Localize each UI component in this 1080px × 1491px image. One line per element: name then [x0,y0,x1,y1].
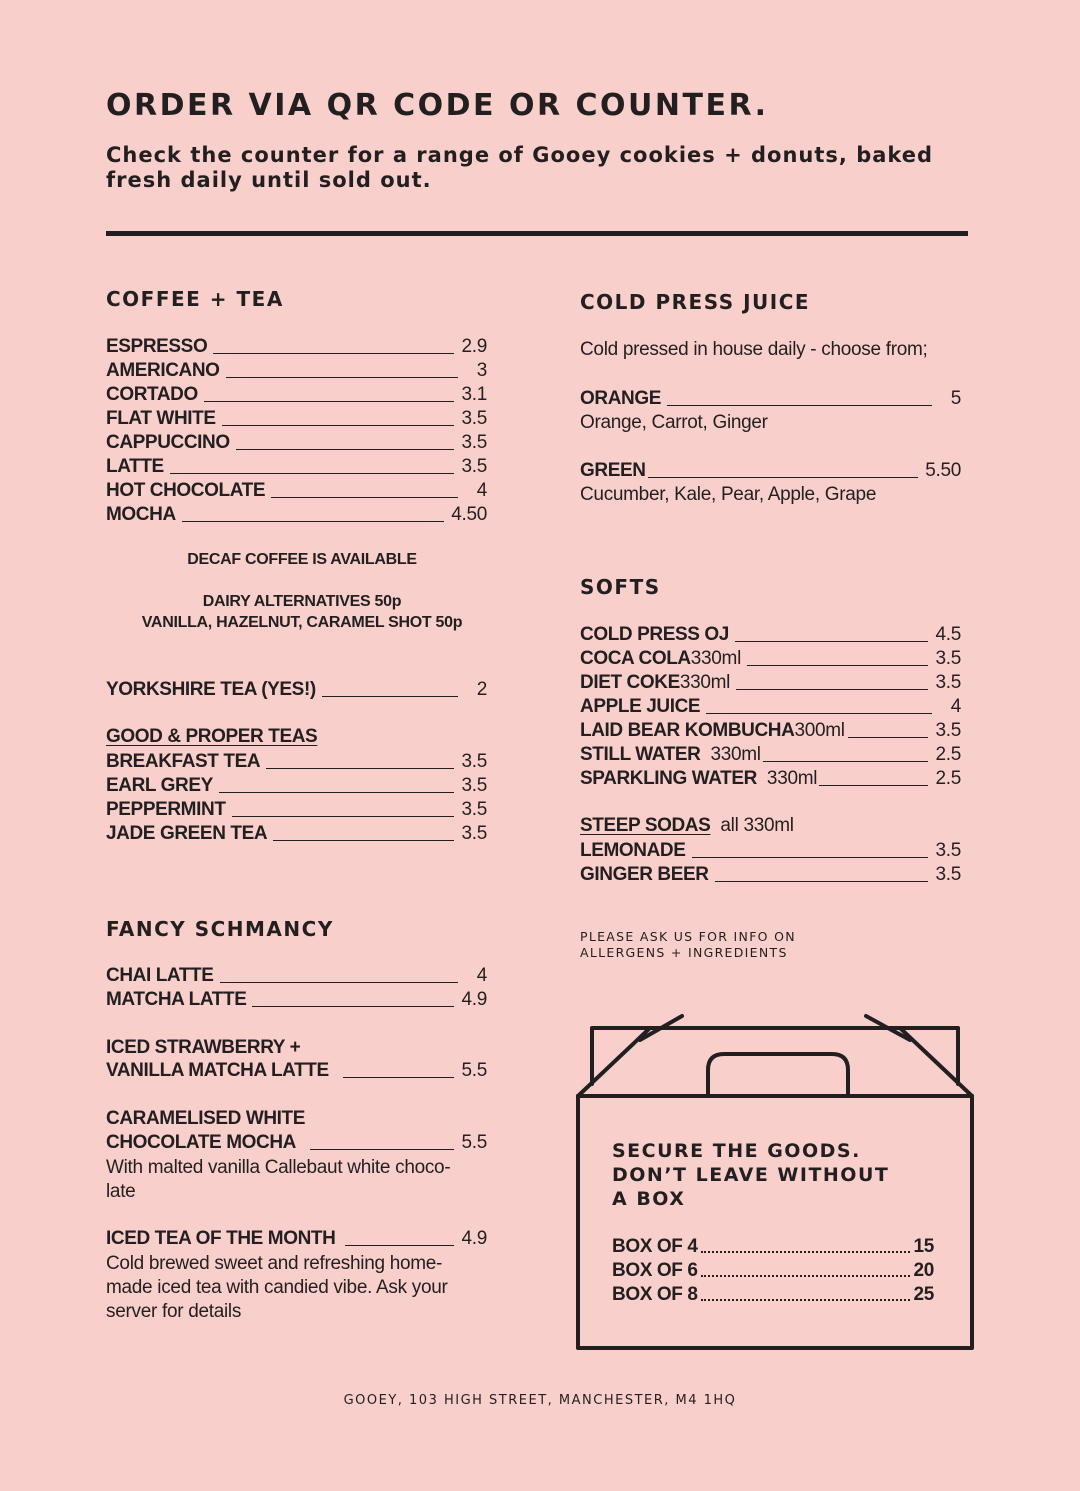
item-price: 5.5 [461,1060,487,1081]
leader-dots [701,1299,910,1301]
section-title-coffee-tea: COFFEE + TEA [106,287,284,311]
leader-line [252,1006,454,1007]
item-description: Cucumber, Kale, Pear, Apple, Grape [580,484,877,505]
iced-strawberry-matcha [106,1058,487,1082]
item-name: STILL WATER [580,744,701,765]
menu-item [580,766,961,790]
leader-line [213,353,454,354]
box-option [612,1234,934,1258]
item-name: EARL GREY [106,775,213,796]
juice-orange [580,386,961,410]
item-name: CHAI LATTE [106,965,214,986]
page-headline: ORDER VIA QR CODE OR COUNTER. [106,88,769,123]
dairy-note: DAIRY ALTERNATIVES 50p [202,593,402,610]
box-option-price: 20 [913,1260,934,1281]
menu-item [106,797,487,821]
menu-item [580,742,961,766]
item-name: COLD PRESS OJ [580,624,729,645]
item-name: CORTADO [106,384,198,405]
item-name: PEPPERMINT [106,799,226,820]
item-price: 4.9 [461,989,487,1010]
item-description: With malted vanilla Callebaut white choco- [106,1157,451,1178]
box-heading-line: A BOX [612,1188,686,1210]
box-front-panel [578,1096,972,1348]
menu-item [106,478,487,502]
item-name: CAPPUCCINO [106,432,230,453]
teas-subtitle: GOOD & PROPER TEAS [106,726,318,747]
menu-item [580,670,961,694]
leader-line [170,473,455,474]
item-description: late [106,1181,136,1202]
item-name: DIET COKE [580,672,680,693]
item-name-line1: CARAMELISED WHITE [106,1108,306,1129]
coffee-list [106,334,487,526]
item-name: MOCHA [106,504,176,525]
item-price: 5.50 [925,460,961,481]
menu-item [106,454,487,478]
item-description: server for details [106,1301,242,1322]
menu-item [106,1130,487,1154]
box-option-price: 15 [913,1236,934,1257]
decaf-note: DECAF COFFEE IS AVAILABLE [187,551,417,568]
caramelised-mocha [106,1130,487,1154]
item-name: GINGER BEER [580,864,709,885]
yorkshire-tea [106,677,487,701]
shot-note: VANILLA, HAZELNUT, CARAMEL SHOT 50p [141,614,463,631]
item-price: 2.9 [461,336,487,357]
item-price: 3.5 [461,751,487,772]
item-name: ICED TEA OF THE MONTH [106,1228,336,1249]
footer-address: GOOEY, 103 HIGH STREET, MANCHESTER, M4 1HQ [343,1393,737,1408]
item-name: APPLE JUICE [580,696,701,717]
leader-line [736,689,928,690]
item-description: Orange, Carrot, Ginger [580,412,768,433]
menu-item [106,1226,487,1250]
item-volume: 330ml [679,672,731,693]
item-name: SPARKLING WATER [580,768,757,789]
box-option-name: BOX OF 4 [612,1236,698,1257]
item-price: 5.5 [461,1132,487,1153]
leader-line [692,857,929,858]
item-price: 3.5 [935,648,961,669]
menu-item [580,838,961,862]
menu-item [580,458,961,482]
item-price: 2.5 [935,744,961,765]
header-divider [106,231,968,236]
menu-item [106,406,487,430]
leader-line [667,405,932,406]
leader-line [715,881,929,882]
box-option [612,1258,934,1282]
item-price: 5 [950,388,961,409]
item-volume: 300ml [794,720,845,741]
item-price: 3.5 [461,775,487,796]
box-option-name: BOX OF 6 [612,1260,698,1281]
leader-line [271,497,458,498]
menu-item [106,334,487,358]
box-option-price: 25 [913,1284,934,1305]
item-name: LAID BEAR KOMBUCHA [580,720,795,741]
box-heading-line: DON’T LEAVE WITHOUT [612,1164,890,1186]
item-price: 3.1 [461,384,487,405]
item-description: Cold brewed sweet and refreshing home- [106,1253,443,1274]
leader-line [204,401,455,402]
menu-item [106,358,487,382]
leader-line [706,713,932,714]
item-name: ORANGE [580,388,661,409]
menu-item [106,502,487,526]
item-price: 3.5 [461,799,487,820]
item-price: 4.5 [935,624,961,645]
item-name: MATCHA LATTE [106,989,247,1010]
item-price: 3.5 [935,840,961,861]
item-price: 3.5 [935,864,961,885]
cold-press-intro: Cold pressed in house daily - choose from; [580,339,928,360]
teas-list [106,749,487,845]
leader-line [648,477,919,478]
section-title-fancy: FANCY SCHMANCY [106,917,334,941]
item-description: made iced tea with candied vibe. Ask your [106,1277,448,1298]
item-volume: 330ml [690,648,741,669]
steep-sodas-heading [580,814,794,838]
leader-dots [701,1251,910,1253]
item-price: 3.5 [461,432,487,453]
menu-item [106,773,487,797]
leader-line [735,641,929,642]
menu-item [580,718,961,742]
item-price: 4 [476,480,487,501]
item-price: 4 [476,965,487,986]
leader-line [273,840,454,841]
leader-line [763,761,929,762]
leader-line [310,1149,455,1150]
leader-line [747,665,928,666]
menu-item [106,749,487,773]
box-lid-sides [578,1028,972,1096]
menu-item [580,622,961,646]
allergen-note-line2: ALLERGENS + INGREDIENTS [580,945,788,960]
steep-list [580,838,961,886]
item-name: LATTE [106,456,164,477]
box-option [612,1282,934,1306]
item-name: HOT CHOCOLATE [106,480,266,501]
leader-line [345,1245,454,1246]
item-volume: 330ml [756,768,818,789]
item-price: 3.5 [935,720,961,741]
leader-line [219,792,455,793]
steep-sodas-note: all 330ml [720,815,794,836]
item-name-line1: ICED STRAWBERRY + [106,1037,301,1058]
menu-item [580,694,961,718]
box-heading [612,1139,889,1211]
box-handle [708,1054,848,1096]
item-name: LEMONADE [580,840,686,861]
section-title-cold-press: COLD PRESS JUICE [580,290,811,314]
item-price: 3.5 [461,408,487,429]
page-subline: Check the counter for a range of Gooey cookies + donuts, baked fresh daily until sold out. [106,143,934,192]
menu-item [106,821,487,845]
item-price: 2 [476,679,487,700]
softs-list [580,622,961,790]
leader-line [226,377,458,378]
item-name: BREAKFAST TEA [106,751,261,772]
item-name: VANILLA MATCHA LATTE [106,1060,329,1081]
leader-line [222,425,455,426]
item-name: YORKSHIRE TEA (YES!) [106,679,316,700]
item-name: ESPRESSO [106,336,208,357]
item-price: 2.5 [935,768,961,789]
leader-line [266,768,454,769]
leader-dots [701,1275,910,1277]
leader-line [236,449,455,450]
menu-item [106,677,487,701]
box-option-name: BOX OF 8 [612,1284,698,1305]
steep-sodas-title: STEEP SODAS [580,815,711,836]
item-price: 4 [950,696,961,717]
menu-item [580,386,961,410]
box-options [612,1234,934,1306]
leader-line [322,696,458,697]
item-volume: 330ml [700,744,761,765]
item-name: CHOCOLATE MOCHA [106,1132,296,1153]
leader-line [848,737,929,738]
menu-item [106,430,487,454]
item-price: 3.5 [461,823,487,844]
leader-line [182,521,444,522]
item-price: 3.5 [935,672,961,693]
section-title-softs: SOFTS [580,575,661,599]
fancy-list [106,963,487,1011]
leader-line [819,785,928,786]
box-heading-line: SECURE THE GOODS. [612,1140,861,1162]
item-name: GREEN [580,460,646,481]
iced-tea-month [106,1226,487,1250]
allergen-note-line1: PLEASE ASK US FOR INFO ON [580,929,796,944]
item-price: 3.5 [461,456,487,477]
menu-item [580,862,961,886]
leader-line [220,982,458,983]
item-name: AMERICANO [106,360,220,381]
menu-item [106,382,487,406]
item-name: COCA COLA [580,648,691,669]
menu-item [106,987,487,1011]
menu-item [580,646,961,670]
juice-green [580,458,961,482]
leader-line [343,1077,455,1078]
item-price: 4.50 [451,504,487,525]
menu-item [106,963,487,987]
item-price: 3 [476,360,487,381]
leader-line [232,816,455,817]
item-name: JADE GREEN TEA [106,823,268,844]
item-name: FLAT WHITE [106,408,216,429]
menu-item [106,1058,487,1082]
item-price: 4.9 [461,1228,487,1249]
